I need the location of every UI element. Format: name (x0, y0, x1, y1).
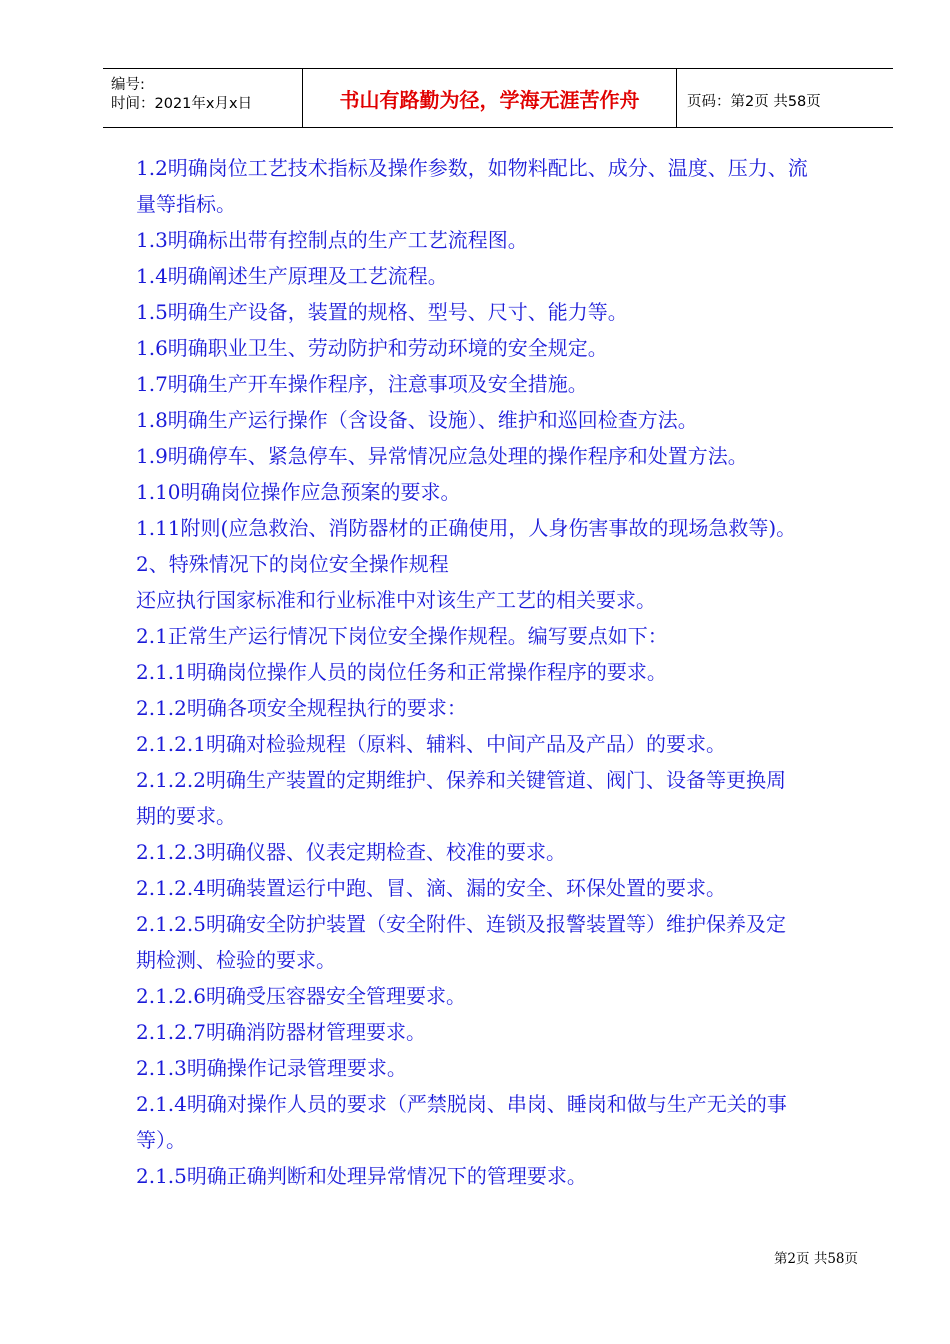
paragraph-line: 2.1.4明确对操作人员的要求（严禁脱岗、串岗、睡岗和做与生产无关的事 (136, 1092, 787, 1116)
paragraph-line: 2.1.2.5明确安全防护装置（安全附件、连锁及报警装置等）维护保养及定 (136, 912, 786, 936)
paragraph-line: 2.1.2.7明确消防器材管理要求。 (136, 1020, 426, 1044)
paragraph-line: 期检测、检验的要求。 (136, 948, 336, 972)
paragraph-line: 2.1.1明确岗位操作人员的岗位任务和正常操作程序的要求。 (136, 660, 667, 684)
paragraph-line: 1.11附则(应急救治、消防器材的正确使用，人身伤害事故的现场急救等)。 (136, 516, 797, 540)
paragraph-line: 期的要求。 (136, 804, 236, 828)
paragraph-line: 2.1.2.1明确对检验规程（原料、辅料、中间产品及产品）的要求。 (136, 732, 726, 756)
paragraph-line: 2.1.3明确操作记录管理要求。 (136, 1056, 407, 1080)
paragraph-line: 2.1.2.3明确仪器、仪表定期检查、校准的要求。 (136, 840, 566, 864)
paragraph-line: 1.10明确岗位操作应急预案的要求。 (136, 480, 461, 504)
header-motto-cell (303, 69, 677, 127)
paragraph-line: 1.4明确阐述生产原理及工艺流程。 (136, 264, 448, 288)
date-label: 时间：2021年x月x日 (111, 96, 253, 112)
paragraph-line: 2.1正常生产运行情况下岗位安全操作规程。编写要点如下： (136, 624, 668, 648)
motto-text: 书山有路勤为径，学海无涯苦作舟 (339, 88, 640, 112)
page-header (103, 68, 893, 128)
header-page-cell (677, 69, 893, 127)
paragraph-line: 还应执行国家标准和行业标准中对该生产工艺的相关要求。 (136, 588, 656, 612)
paragraph-line: 1.7明确生产开车操作程序，注意事项及安全措施。 (136, 372, 588, 396)
paragraph-line: 1.8明确生产运行操作（含设备、设施）、维护和巡回检查方法。 (136, 408, 698, 432)
header-meta-cell (103, 69, 303, 127)
paragraph-line: 2.1.2明确各项安全规程执行的要求： (136, 696, 467, 720)
paragraph-line: 1.3明确标出带有控制点的生产工艺流程图。 (136, 228, 528, 252)
paragraph-line: 2.1.2.4明确装置运行中跑、冒、滴、漏的安全、环保处置的要求。 (136, 876, 726, 900)
paragraph-line: 量等指标。 (136, 192, 236, 216)
paragraph-line: 2.1.2.2明确生产装置的定期维护、保养和关键管道、阀门、设备等更换周 (136, 768, 786, 792)
page-footer-number: 第2页 共58页 (773, 1251, 858, 1267)
header-page-number: 页码：第2页 共58页 (687, 94, 821, 110)
paragraph-line: 等）。 (136, 1128, 186, 1152)
paragraph-line: 1.6明确职业卫生、劳动防护和劳动环境的安全规定。 (136, 336, 608, 360)
paragraph-line: 1.2明确岗位工艺技术指标及操作参数，如物料配比、成分、温度、压力、流 (136, 156, 808, 180)
paragraph-line: 1.9明确停车、紧急停车、异常情况应急处理的操作程序和处置方法。 (136, 444, 748, 468)
document-body (136, 150, 876, 1194)
paragraph-line: 2.1.5明确正确判断和处理异常情况下的管理要求。 (136, 1164, 587, 1188)
section-heading: 2、特殊情况下的岗位安全操作规程 (136, 552, 449, 576)
serial-number-label: 编号: (111, 77, 145, 93)
paragraph-line: 1.5明确生产设备，装置的规格、型号、尺寸、能力等。 (136, 300, 628, 324)
paragraph-line: 2.1.2.6明确受压容器安全管理要求。 (136, 984, 466, 1008)
